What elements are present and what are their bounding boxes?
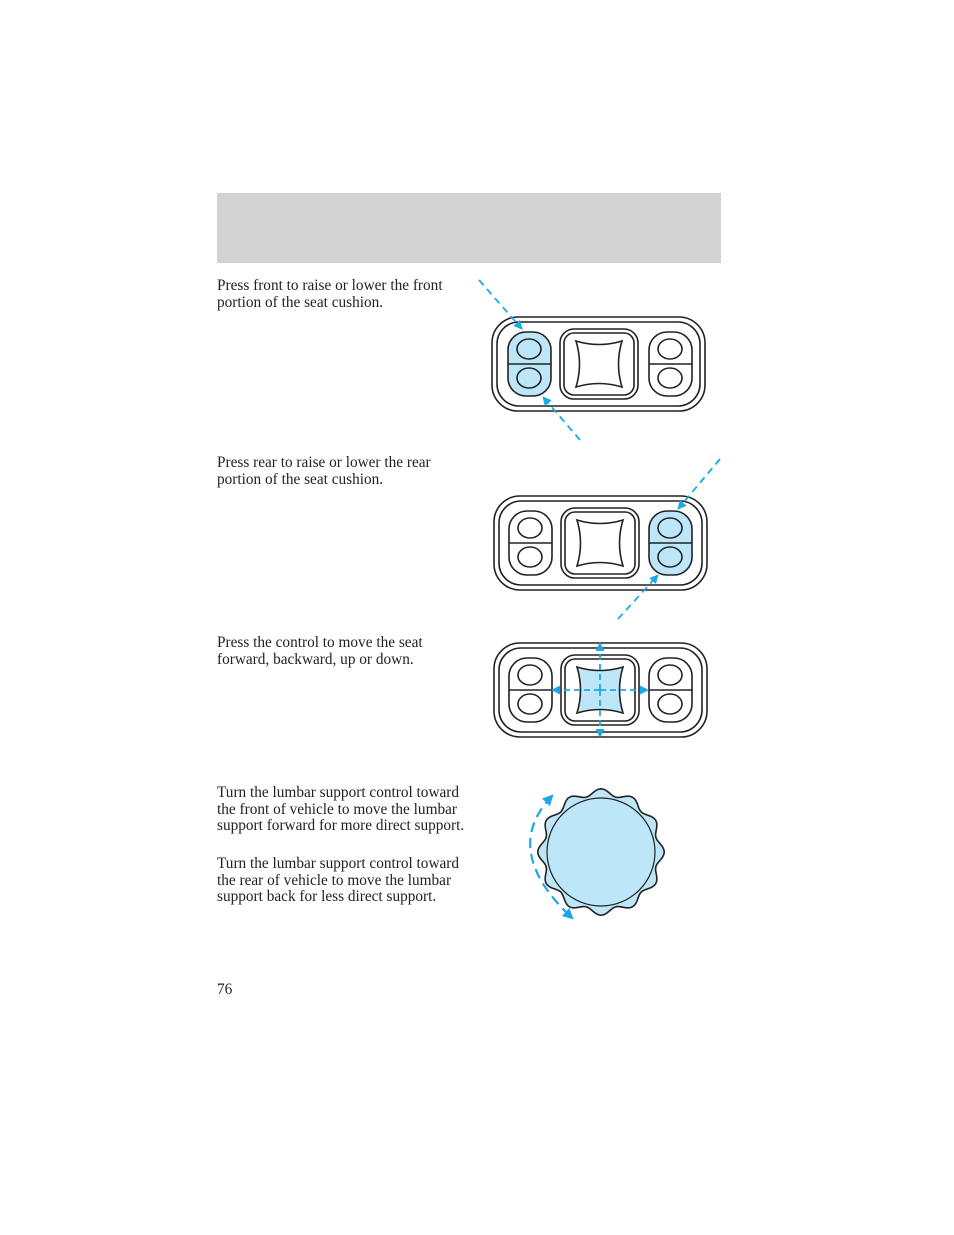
seat-control-panel-icon	[492, 317, 705, 411]
lumbar-knob-icon	[538, 789, 664, 915]
seat-control-panel-icon	[494, 496, 707, 590]
instruction-lumbar-back: Turn the lumbar support control toward the rear of vehicle to move the lumbar support back for less direct support.	[217, 855, 460, 905]
lumbar-knob-figure	[510, 780, 680, 930]
seat-control-front-figure	[470, 275, 720, 450]
seat-control-4way-figure	[470, 635, 725, 747]
header-band	[217, 193, 721, 263]
instruction-front: Press front to raise or lower the front portion of the seat cushion.	[217, 277, 443, 311]
instruction-lumbar-forward: Turn the lumbar support control toward the front of vehicle to move the lumbar support forward for more direct support.	[217, 784, 465, 834]
seat-control-rear-figure	[470, 455, 725, 625]
instruction-rear: Press rear to raise or lower the rear portion of the seat cushion.	[217, 454, 431, 488]
page-number: 76	[217, 981, 233, 998]
instruction-control: Press the control to move the seat forward, backward, up or down.	[217, 634, 423, 668]
